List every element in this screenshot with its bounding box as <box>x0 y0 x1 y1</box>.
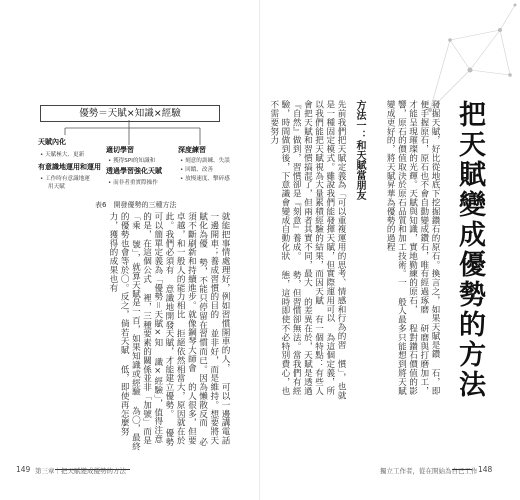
left-col-0: 就能把事情處理好，例如習慣開車的人， <box>220 212 230 373</box>
left-body-top <box>30 212 230 452</box>
section-heading: 方法一：和天賦當朋友 <box>354 100 365 200</box>
right-section-col-1: 慣」，也就是一種固定模式。雖說我們能發揮天賦，但實際運用可以 <box>324 100 346 400</box>
right-section-col-0: 先前我們把天賦定義為「可以重複運用的思考、情感和行為的習 <box>336 100 346 350</box>
diagram-col3-item3: • 放慢速度、擊碎感 <box>180 176 230 182</box>
diagram-col2-subtitle: 透過學習強化天賦 <box>106 167 162 175</box>
diagram-col2-item2: • 而非者重實際操作 <box>108 180 158 186</box>
right-section-col-3: 有一個特點：有些人會把天賦和習慣搞混了，但兩者其實不同，最大 <box>302 100 324 396</box>
left-running-footer: 第三章｜把天賦變成優勢的方法 <box>35 467 126 475</box>
left-col-8: 優勢可以簡單定義為「優勢＝天賦×知 <box>152 212 174 447</box>
diagram-col2-item1: • 獲得SPI的知識和 <box>108 158 156 164</box>
left-col-5: 的人很多，但要卓越，和一般人的能力相比 <box>175 212 197 445</box>
diagram-col1-subtitle: 有意識地運用和運用 <box>38 163 101 171</box>
left-col-9: 識×經驗」，值得注意的是，在這個公式 <box>141 212 163 444</box>
left-col-12: 為〇，最終的優勢也會等於〇。反之，倘若天賦 <box>119 212 141 451</box>
right-page <box>260 0 520 500</box>
right-page-number: 148 <box>478 465 493 474</box>
diagram-col3-item1: • 刻意的訓練、失誤 <box>180 158 230 164</box>
chapter-title: 把天賦變成優勢的方法 <box>454 100 485 400</box>
left-col-1: 可以一邊講電話一邊開車；養成習慣的目的 <box>208 212 230 445</box>
right-section-col-4: 的差異在於，天賦是透過『自然』做到，習慣卻是『刻意』養成。 <box>291 100 313 396</box>
left-col-2: 並非好，而是維持。想要將天賦化為優 <box>197 212 219 445</box>
left-col-11: 號」，就算天賦是一百，如果知識或經驗 <box>130 240 141 397</box>
left-col-4: 必須不斷刷新和持續進步。就像鋼琴大師會 <box>186 212 208 447</box>
left-page-number: 149 <box>16 465 31 474</box>
right-intro <box>370 100 440 400</box>
diagram-col3-title: 深度練習 <box>178 146 206 154</box>
left-col-13: 低，即使再怎麼努力，獲得的成果也有 <box>107 212 130 436</box>
right-section-body <box>268 100 346 400</box>
right-section-col-6: 態，這時即使不必特別費心，也不需要努力 <box>268 100 290 396</box>
formula-text: 優勢＝天賦×知識×經驗 <box>79 108 181 119</box>
diagram-col1-item3: 用天賦 <box>48 184 65 190</box>
right-intro-col-1: 石，即便手握原石，原石也不會自動變成鑽石，唯有經過琢磨 <box>418 100 440 396</box>
right-running-footer: 獨立工作者，從在開始為自己工作 <box>380 467 478 475</box>
left-col-6: 拒絕依然相當大，原因就在於此。我們必須有 <box>163 212 186 445</box>
diagram-col3-item2: • 回饋、改善 <box>180 167 214 173</box>
left-col-3: 勢，不能只停留在習慣而已。因為懶散反而 <box>197 257 208 428</box>
right-section-col-5: 勢，但習慣卻無法。當我們有經驗，時間做到後，下意識會變成自動化狀 <box>279 100 302 396</box>
diagram-col1-item1: • 天賦極大、更新 <box>40 152 85 158</box>
right-intro-col-4: 般人最多只能想到將天賦變成更好的，將天賦昇華為優勢的過程 <box>385 100 407 396</box>
diagram-col2-title: 適切學習 <box>106 146 134 154</box>
left-col-7: 意識地開發天賦，才能建立優勢。 <box>163 284 174 419</box>
diagram-col1-title: 天賦內化 <box>38 138 66 146</box>
right-section-col-2: 為這個定義，所以我們能把天賦視為大量累積經驗的結果，而因天賦 <box>313 100 335 396</box>
diagram-col1-item2: • 工作時有意識地運 <box>40 176 90 182</box>
left-col-10: 裡，三種要素的關係並非「加號」而是「乘 <box>130 212 152 445</box>
diagram-caption: 表6 開發優勢的三種方法 <box>95 201 177 209</box>
right-intro-col-0: 發掘天賦，好比從地底下挖掘鑽石的原石。換言之，如果天賦是鑽 <box>430 100 440 359</box>
right-intro-col-2: 研磨與打磨加工，才能呈現璀璨的光輝。天賦與知識，實地勤練的原石， <box>407 100 429 396</box>
right-intro-col-3: 程對鑽石價值的影響，原石的價值取決於原石品質和加工技術。一 <box>396 100 418 396</box>
right-footer-rule <box>452 469 472 470</box>
